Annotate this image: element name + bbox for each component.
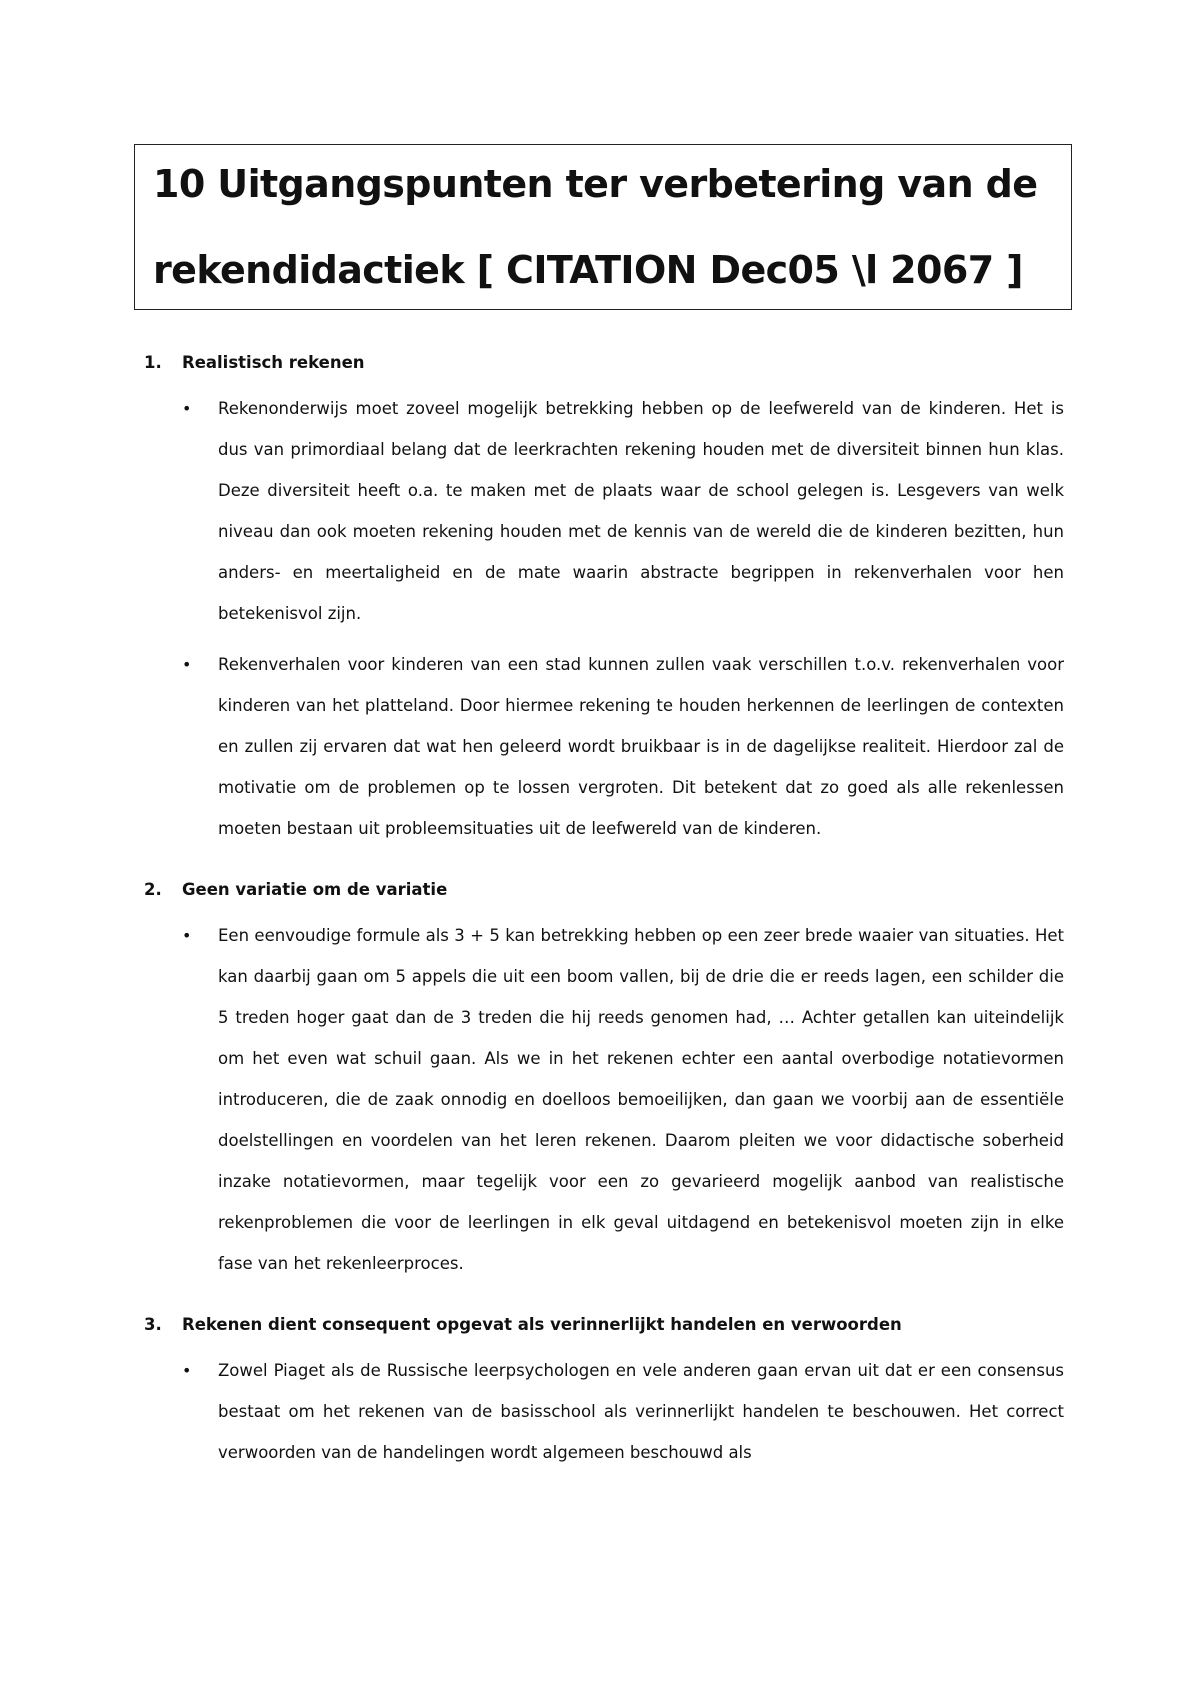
bullet-icon: • [182,1361,192,1380]
section-3 [144,1314,1064,1473]
title-box [134,144,1072,310]
section-title: Realistisch rekenen [182,353,365,372]
paragraph-text: Rekenverhalen voor kinderen van een stad kunnen zullen vaak verschillen t.o.v. rekenverhalen voor kinderen van het platteland. Door hiermee rekening te houden herkennen de leerlingen de contexten en zullen zij ervaren dat wat hen geleerd wordt bruikbaar is in de dagelijkse realiteit. Hierdoor zal de motivatie om de problemen op te lossen vergroten. Dit betekent dat zo goed als alle rekenlessen moeten bestaan uit probleemsituaties uit de leefwereld van de kinderen. [218,655,1064,838]
section-heading [144,1314,1064,1336]
bullet-paragraph [144,388,1064,634]
document-body [144,352,1064,1473]
paragraph-text: Een eenvoudige formule als 3 + 5 kan betrekking hebben op een zeer brede waaier van situaties. Het kan daarbij gaan om 5 appels die uit een boom vallen, bij de drie die er reeds lagen, een schilder die 5 treden hoger gaat dan de 3 treden die hij reeds genomen had, … Achter getallen kan uiteindelijk om het even wat schuil gaan. Als we in het rekenen echter een aantal overbodige notatievormen introduceren, die de zaak onnodig en doelloos bemoeilijken, dan gaan we voorbij aan de essentiële doelstellingen en voordelen van het leren rekenen. Daarom pleiten we voor didactische soberheid inzake notatievormen, maar tegelijk voor een zo gevarieerd mogelijk aanbod van realistische rekenproblemen die voor de leerlingen in elk geval uitdagend en betekenisvol moeten zijn in elke fase van het rekenleerproces. [218,926,1064,1273]
section-1 [144,352,1064,849]
bullet-paragraph [144,1350,1064,1473]
section-2 [144,879,1064,1284]
section-number: 1. [144,353,162,372]
section-heading [144,352,1064,374]
section-heading [144,879,1064,901]
document-title-line-2: rekendidactiek [ CITATION Dec05 \l 2067 ] [153,248,1023,292]
paragraph-text: Zowel Piaget als de Russische leerpsychologen en vele anderen gaan ervan uit dat er een consensus bestaat om het rekenen van de basisschool als verinnerlijkt handelen te beschouwen. Het correct verwoorden van de handelingen wordt algemeen beschouwd als [218,1361,1064,1462]
bullet-icon: • [182,399,192,418]
bullet-icon: • [182,926,192,945]
section-number: 2. [144,880,162,899]
section-title: Rekenen dient consequent opgevat als verinnerlijkt handelen en verwoorden [182,1315,902,1334]
bullet-paragraph [144,644,1064,849]
section-title: Geen variatie om de variatie [182,880,448,899]
section-number: 3. [144,1315,162,1334]
paragraph-text: Rekenonderwijs moet zoveel mogelijk betrekking hebben op de leefwereld van de kinderen. Het is dus van primordiaal belang dat de leerkrachten rekening houden met de diversiteit binnen hun klas. Deze diversiteit heeft o.a. te maken met de plaats waar de school gelegen is. Lesgevers van welk niveau dan ook moeten rekening houden met de kennis van de wereld die de kinderen bezitten, hun anders- en meertaligheid en de mate waarin abstracte begrippen in rekenverhalen voor hen betekenisvol zijn. [218,399,1064,623]
bullet-paragraph [144,915,1064,1284]
bullet-icon: • [182,655,192,674]
document-title-line-1: 10 Uitgangspunten ter verbetering van de [153,162,1038,206]
